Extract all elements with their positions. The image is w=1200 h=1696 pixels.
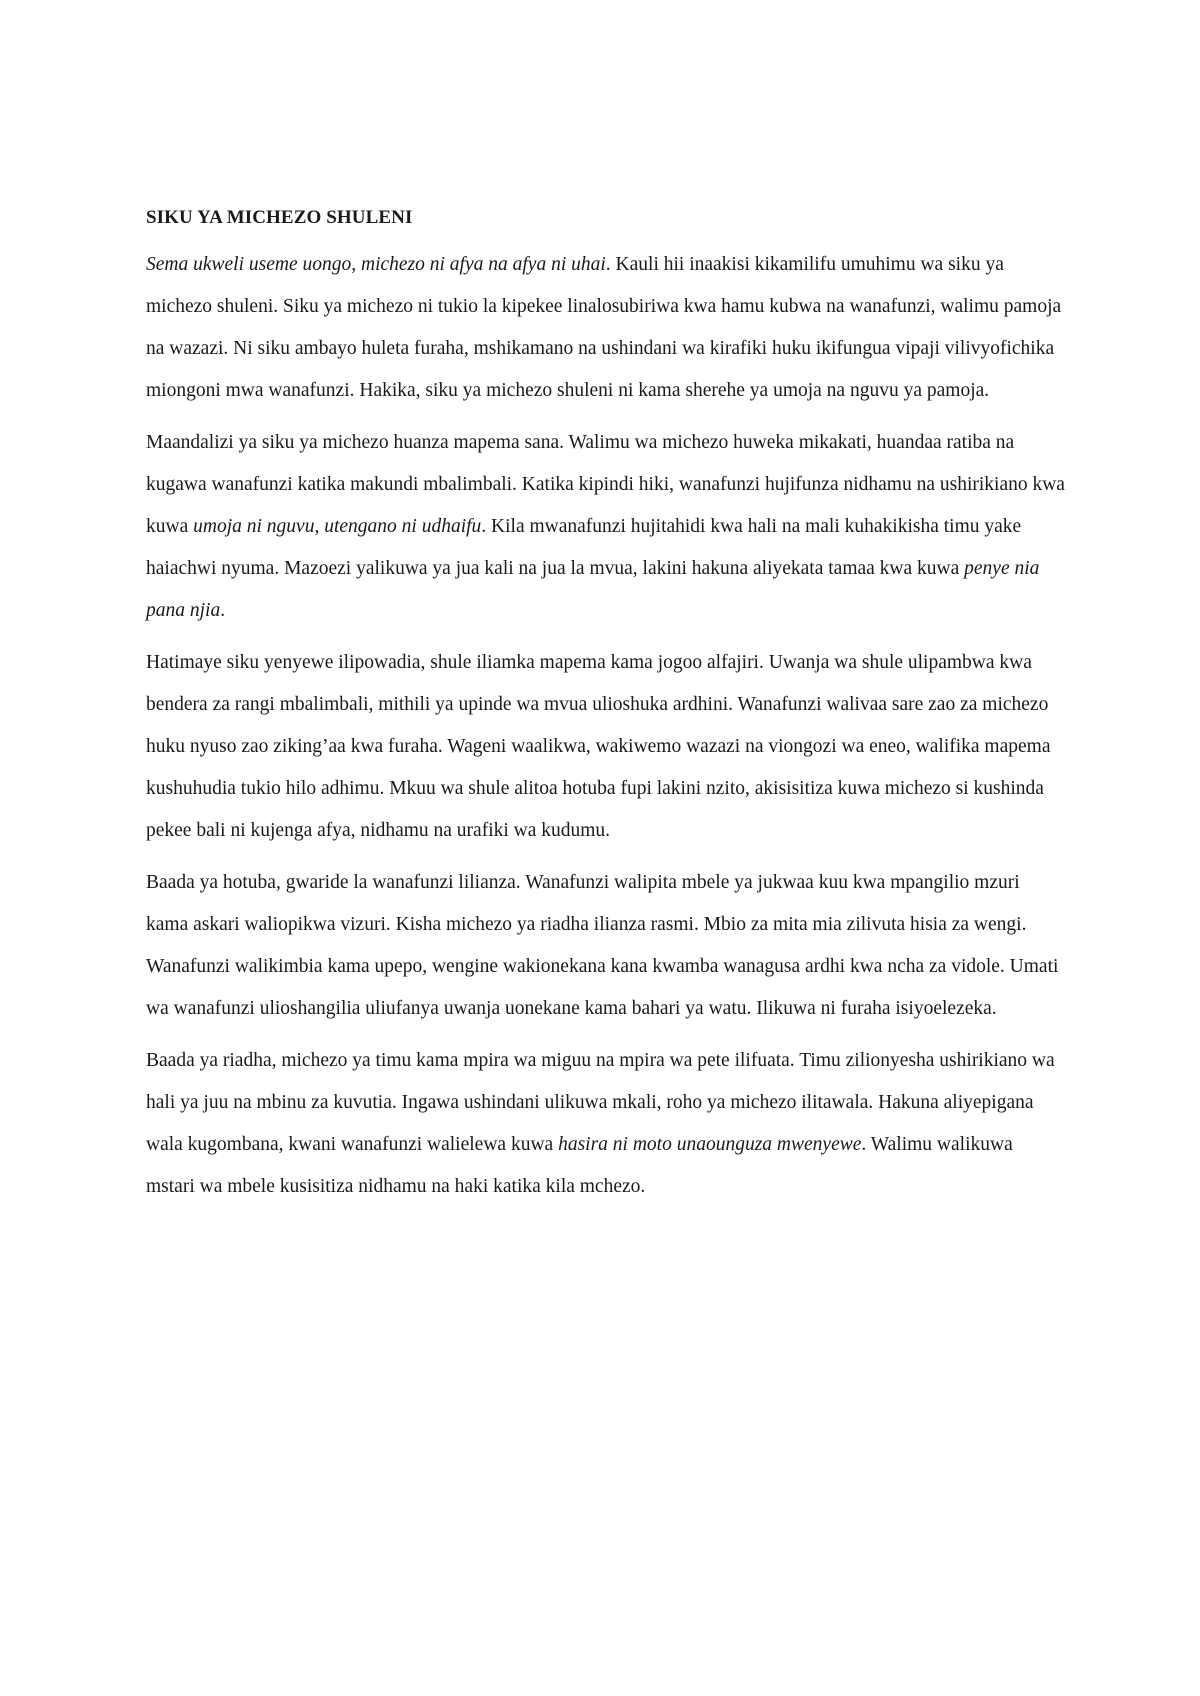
paragraph-2-text-c: . [220,600,226,621]
paragraph-5-text-b: . Walimu walikuwa mstari wa mbele kusisitiza nidhamu na haki katika kila mchezo. [146,1134,1013,1197]
paragraph-5-text-a: Baada ya riadha, michezo ya timu kama mpira wa miguu na mpira wa pete ilifuata. Timu zilionyesha ushirikiano wa hali ya juu na mbinu za kuvutia. Ingawa ushindani ulikuwa mkali, roho ya michezo ilitawala. Hakuna aliyepigana wala kugombana, kwani wanafunzi walielewa kuwa [146,1050,1055,1155]
paragraph-1 [146,244,1066,412]
paragraph-2-text-a: Maandalizi ya siku ya michezo huanza mapema sana. Walimu wa michezo huweka mikakati, huandaa ratiba na kugawa wanafunzi katika makundi mbalimbali. Katika kipindi hiki, wanafunzi hujifunza nidhamu na ushirikiano kwa kuwa [146,432,1065,537]
paragraph-5-proverb: hasira ni moto unaounguza mwenyewe [558,1134,862,1155]
paragraph-5 [146,1040,1066,1208]
paragraph-2-proverb-b: penye nia pana njia [146,558,1040,621]
paragraph-4-text: Baada ya hotuba, gwaride la wanafunzi lilianza. Wanafunzi walipita mbele ya jukwaa kuu kwa mpangilio mzuri kama askari waliopikwa vizuri. Kisha michezo ya riadha ilianza rasmi. Mbio za mita mia zilivuta hisia za wengi. Wanafunzi walikimbia kama upepo, wengine wakionekana kana kwamba wanagusa ardhi kwa ncha za vidole. Umati wa wanafunzi ulioshangilia uliufanya uwanja uonekane kama bahari ya watu. Ilikuwa ni furaha isiyoelezeka. [146,872,1059,1019]
paragraph-2-proverb-a: umoja ni nguvu, utengano ni udhaifu [193,516,482,537]
document-page [146,204,1066,1218]
document-title: SIKU YA MICHEZO SHULENI [146,207,413,228]
paragraph-3 [146,642,1066,852]
paragraph-2 [146,422,1066,632]
paragraph-1-proverb: Sema ukweli useme uongo, michezo ni afya na afya ni uhai [146,254,606,275]
paragraph-2-text-b: . Kila mwanafunzi hujitahidi kwa hali na mali kuhakikisha timu yake haiachwi nyuma. Mazoezi yalikuwa ya jua kali na jua la mvua, lakini hakuna aliyekata tamaa kwa kuwa [146,516,1022,579]
paragraph-1-text: . Kauli hii inaakisi kikamilifu umuhimu wa siku ya michezo shuleni. Siku ya michezo ni tukio la kipekee linalosubiriwa kwa hamu kubwa na wanafunzi, walimu pamoja na wazazi. Ni siku ambayo huleta furaha, mshikamano na ushindani wa kirafiki huku ikifungua vipaji vilivyofichika miongoni mwa wanafunzi. Hakika, siku ya michezo shuleni ni kama sherehe ya umoja na nguvu ya pamoja. [146,254,1062,401]
paragraph-4 [146,862,1066,1030]
paragraph-3-text: Hatimaye siku yenyewe ilipowadia, shule iliamka mapema kama jogoo alfajiri. Uwanja wa shule ulipambwa kwa bendera za rangi mbalimbali, mithili ya upinde wa mvua ulioshuka ardhini. Wanafunzi walivaa sare zao za michezo huku nyuso zao ziking’aa kwa furaha. Wageni waalikwa, wakiwemo wazazi na viongozi wa eneo, walifika mapema kushuhudia tukio hilo adhimu. Mkuu wa shule alitoa hotuba fupi lakini nzito, akisisitiza kuwa michezo si kushinda pekee bali ni kujenga afya, nidhamu na urafiki wa kudumu. [146,652,1051,841]
